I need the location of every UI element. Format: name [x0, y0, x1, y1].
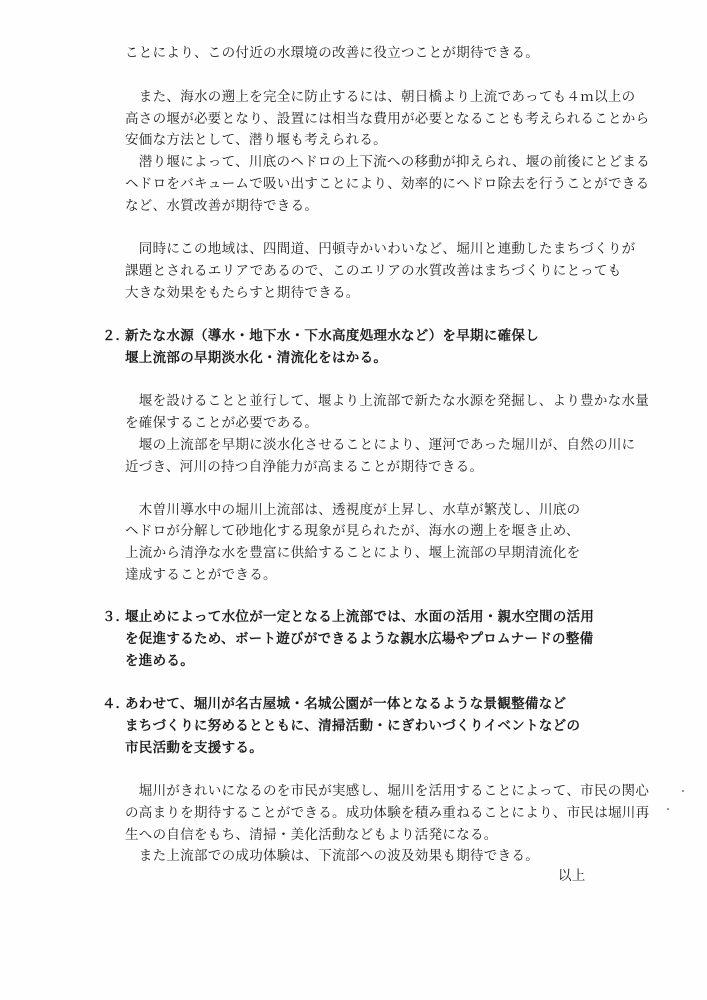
section-4-body-line-4: また上流部での成功体験は、下流部への波及効果も期待できる。: [125, 848, 539, 864]
section-4-body-line-2: の高まりを期待することができる。成功体験を積み重ねることにより、市民は堀川再: [125, 805, 650, 821]
section-2-body-line-8: 達成することができる。: [125, 567, 277, 583]
intro-line-3: 高さの堰が必要となり、設置には相当な費用が必要となることも考えられることから: [125, 111, 650, 127]
section-3-heading-line-3: を進める。: [125, 653, 194, 669]
intro-line-4: 安価な方法として、潜り堰も考えられる。: [125, 132, 387, 148]
section-4-body-line-1: 堀川がきれいになるのを市民が実感し、堀川を活用することによって、市民の関心: [125, 783, 650, 799]
intro-line-7: など、水質改善が期待できる。: [125, 198, 319, 214]
section-3-heading-line-1: 堰止めによって水位が一定となる上流部では、水面の活用・親水空間の活用: [125, 609, 595, 625]
scan-speck: [667, 808, 669, 810]
closing-text: 以上: [558, 868, 586, 884]
intro-line-6: ヘドロをバキュームで吸い出すことにより、効率的にヘドロ除去を行うことができる: [125, 176, 650, 192]
section-4-number: ４．: [102, 696, 129, 712]
section-2-body-line-4: 近づき、河川の持つ自浄能力が高まることが期待できる。: [125, 459, 484, 475]
section-2-heading-line-1: 新たな水源（導水・地下水・下水高度処理水など）を早期に確保し: [125, 328, 539, 344]
section-3-number: ３．: [102, 609, 129, 625]
section-2-body-line-1: 堰を設けることと並行して、堰より上流部で新たな水源を発掘し、より豊かな水量: [125, 393, 650, 409]
intro-line-10: 大きな効果をもたらすと期待できる。: [125, 285, 360, 301]
section-2-body-line-7: 上流から清浄な水を豊富に供給することにより、堰上流部の早期清流化を: [125, 545, 581, 561]
section-2-body-line-6: ヘドロが分解して砂地化する現象が見られたが、海水の遡上を堰き止め、: [125, 523, 580, 539]
intro-line-1: ことにより、この付近の水環境の改善に役立つことが期待できる。: [125, 45, 539, 61]
intro-line-9: 課題とされるエリアであるので、このエリアの水質改善はまちづくりにとっても: [125, 263, 622, 279]
intro-line-8: 同時にこの地域は、四間道、円頓寺かいわいなど、堀川と連動したまちづくりが: [125, 241, 636, 257]
section-3-heading-line-2: を促進するため、ボート遊びができるような親水広場やプロムナードの整備: [125, 631, 594, 647]
section-2-body-line-3: 堰の上流部を早期に淡水化させることにより、運河であった堀川が、自然の川に: [125, 437, 636, 453]
section-2-body-line-5: 木曽川導水中の堀川上流部は、透視度が上昇し、水草が繁茂し、川底の: [125, 502, 581, 518]
section-2-body-line-2: を確保することが必要である。: [125, 415, 319, 431]
intro-line-5: 潜り堰によって、川底のヘドロの上下流への移動が抑えられ、堰の前後にとどまる: [125, 154, 650, 170]
section-2-heading-line-2: 堰上流部の早期淡水化・清流化をはかる。: [125, 350, 388, 366]
scan-speck: [682, 790, 684, 792]
section-4-heading-line-3: 市民活動を支援する。: [125, 740, 263, 756]
intro-line-2: また、海水の遡上を完全に防止するには、朝日橋より上流であっても４ｍ以上の: [125, 89, 636, 105]
section-2-number: ２．: [102, 328, 129, 344]
section-4-body-line-3: 生への自信をもち、清掃・美化活動などもより活発になる。: [125, 827, 498, 843]
section-4-heading-line-2: まちづくりに努めるとともに、清掃活動・にぎわいづくりイベントなどの: [125, 718, 581, 734]
section-4-heading-line-1: あわせて、堀川が名古屋城・名城公園が一体となるような景観整備など: [125, 696, 567, 712]
